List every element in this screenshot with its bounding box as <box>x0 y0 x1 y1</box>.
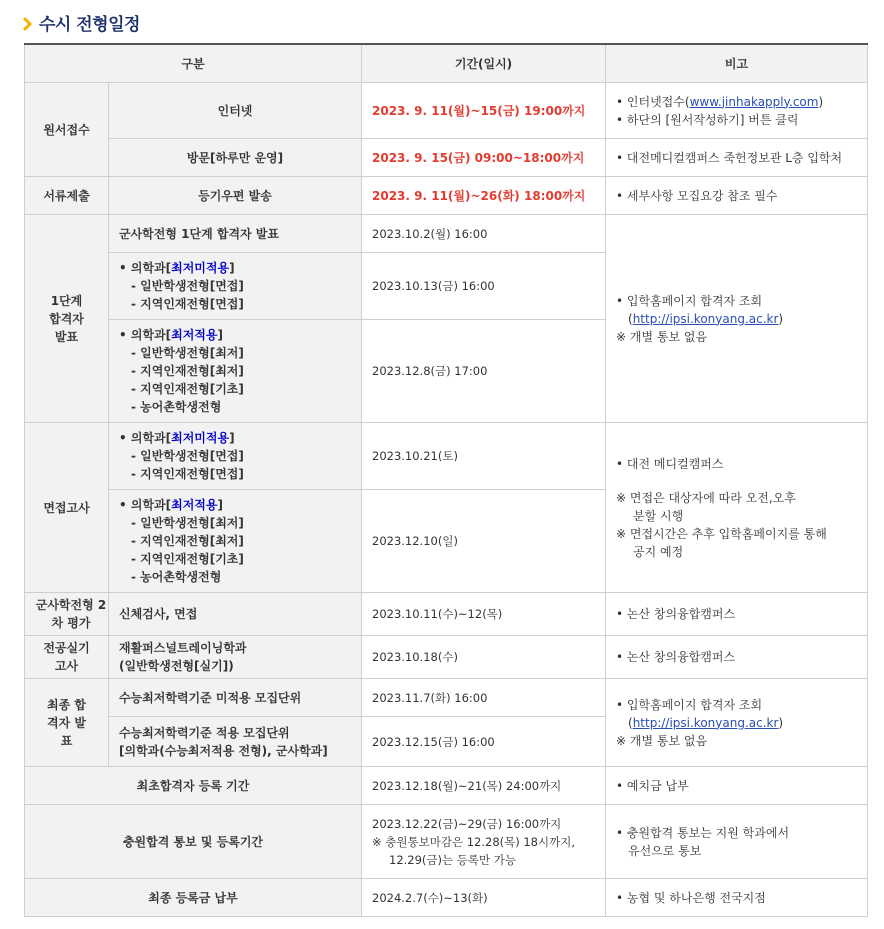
row-subcategory: 인터넷 <box>109 83 362 139</box>
row-category: 원서접수 <box>25 83 109 177</box>
ipsi-link[interactable]: http://ipsi.konyang.ac.kr <box>632 715 779 730</box>
row-category: 1단계 합격자 발표 <box>25 215 109 423</box>
row-date: 2023.10.11(수)~12(목) <box>362 593 606 636</box>
table-row <box>25 636 868 679</box>
row-subcategory: 수능최저학력기준 적용 모집단위 [의학과(수능최저적용 전형), 군사학과] <box>109 717 362 767</box>
row-subcategory: • 의학과[최저적용] - 일반학생전형[최저] - 지역인재전형[최저] - 지역인재전형[기초] - 농어촌학생전형 <box>109 490 362 593</box>
row-note: • 대전 메디컬캠퍼스 ※ 면접은 대상자에 따라 오전,오후 분할 시행 ※ 면접시간은 추후 입학홈페이지를 통해 공지 예정 <box>606 423 868 593</box>
row-date: 2023.10.18(수) <box>362 636 606 679</box>
row-subcategory: • 의학과[최저미적용] - 일반학생전형[면접] - 지역인재전형[면접] <box>109 423 362 490</box>
row-subcategory: • 의학과[최저미적용] - 일반학생전형[면접] - 지역인재전형[면접] <box>109 253 362 320</box>
row-note: • 논산 창의융합캠퍼스 <box>606 636 868 679</box>
row-date: 2023. 9. 11(월)~15(금) 19:00까지 <box>362 83 606 139</box>
header-category: 구분 <box>25 44 362 83</box>
row-subcategory: 재활퍼스널트레이닝학과 (일반학생전형[실기]) <box>109 636 362 679</box>
table-row <box>25 83 868 139</box>
row-date: 2023.12.10(일) <box>362 490 606 593</box>
table-row <box>25 805 868 879</box>
row-date: 2023.12.22(금)~29(금) 16:00까지 ※ 충원통보마감은 12.28(목) 18시까지, 12.29(금)는 등록만 가능 <box>362 805 606 879</box>
row-subcategory: 방문[하루만 운영] <box>109 139 362 177</box>
row-date: 2023.12.15(금) 16:00 <box>362 717 606 767</box>
table-row <box>25 215 868 253</box>
row-subcategory: 수능최저학력기준 미적용 모집단위 <box>109 679 362 717</box>
row-note: • 충원합격 통보는 지원 학과에서 유선으로 통보 <box>606 805 868 879</box>
header-note: 비고 <box>606 44 868 83</box>
row-date: 2023.11.7(화) 16:00 <box>362 679 606 717</box>
row-note: • 입학홈페이지 합격자 조회 (http://ipsi.konyang.ac.kr) ※ 개별 통보 없음 <box>606 215 868 423</box>
table-row <box>25 767 868 805</box>
row-date: 2023. 9. 15(금) 09:00~18:00까지 <box>362 139 606 177</box>
table-row <box>25 139 868 177</box>
schedule-table <box>24 43 868 917</box>
row-date: 2023.10.13(금) 16:00 <box>362 253 606 320</box>
row-note: • 논산 창의융합캠퍼스 <box>606 593 868 636</box>
row-note: • 농협 및 하나은행 전국지점 <box>606 879 868 917</box>
section-title-row <box>22 8 140 36</box>
ipsi-link[interactable]: http://ipsi.konyang.ac.kr <box>632 311 779 326</box>
row-date: 2023.10.21(토) <box>362 423 606 490</box>
row-note: • 예치금 납부 <box>606 767 868 805</box>
table-row <box>25 679 868 717</box>
row-subcategory: 등기우편 발송 <box>109 177 362 215</box>
jinhakapply-link[interactable]: www.jinhakapply.com <box>689 94 819 109</box>
row-category: 군사학전형 2차 평가 <box>25 593 109 636</box>
table-header-row <box>25 44 868 83</box>
row-category: 최종 등록금 납부 <box>25 879 362 917</box>
row-category: 충원합격 통보 및 등록기간 <box>25 805 362 879</box>
row-date: 2023.12.18(월)~21(목) 24:00까지 <box>362 767 606 805</box>
row-subcategory: 군사학전형 1단계 합격자 발표 <box>109 215 362 253</box>
row-date: 2024.2.7(수)~13(화) <box>362 879 606 917</box>
row-note: • 대전메디컬캠퍼스 죽헌정보관 L층 입학처 <box>606 139 868 177</box>
table-row <box>25 177 868 215</box>
table-row <box>25 879 868 917</box>
table-row <box>25 423 868 490</box>
row-category: 면접고사 <box>25 423 109 593</box>
row-date: 2023.12.8(금) 17:00 <box>362 320 606 423</box>
table-row <box>25 593 868 636</box>
page-title: 수시 전형일정 <box>39 14 140 35</box>
row-subcategory: • 의학과[최저적용] - 일반학생전형[최저] - 지역인재전형[최저] - 지역인재전형[기초] - 농어촌학생전형 <box>109 320 362 423</box>
row-category: 전공실기 고사 <box>25 636 109 679</box>
chevron-right-icon <box>22 15 33 33</box>
row-category: 서류제출 <box>25 177 109 215</box>
row-date: 2023.10.2(월) 16:00 <box>362 215 606 253</box>
row-category: 최초합격자 등록 기간 <box>25 767 362 805</box>
row-category: 최종 합격자 발표 <box>25 679 109 767</box>
row-note: • 인터넷접수(www.jinhakapply.com) • 하단의 [원서작성하기] 버튼 클릭 <box>606 83 868 139</box>
row-note: • 입학홈페이지 합격자 조회 (http://ipsi.konyang.ac.kr) ※ 개별 통보 없음 <box>606 679 868 767</box>
row-date: 2023. 9. 11(월)~26(화) 18:00까지 <box>362 177 606 215</box>
header-period: 기간(일시) <box>362 44 606 83</box>
row-note: • 세부사항 모집요강 참조 필수 <box>606 177 868 215</box>
row-subcategory: 신체검사, 면접 <box>109 593 362 636</box>
